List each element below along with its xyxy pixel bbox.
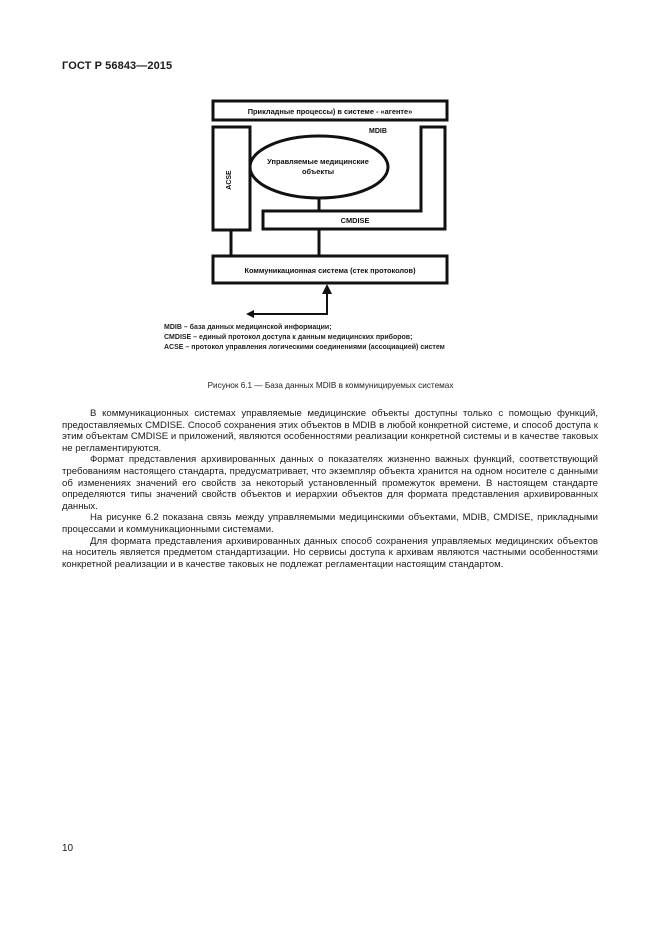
legend-item-acse: ACSE – протокол управления логическими соединениями (ассоциацией) систем [164, 344, 445, 351]
figure-caption: Рисунок 6.1 — База данных MDIB в коммуницируемых системах [207, 381, 454, 390]
document-header: ГОСТ Р 56843—2015 [62, 60, 173, 72]
paragraph: В коммуникационных системах управляемые медицинские объекты доступны только с помощью функций, предоставляемых CMDISE. Способ сохранения этих объектов в MDIB в любой конкретной системе, и способ доступа к этим объектам CMDISE и приложений, являются особенностями реализации конкретной системы и в качестве таковых не регламентируются. [62, 408, 598, 454]
arrow-up-icon [322, 284, 332, 294]
legend-item-cmdise: CMDISE – единый протокол доступа к данным медицинских приборов; [164, 334, 413, 341]
page-number: 10 [62, 843, 74, 854]
figure-legend [164, 323, 445, 353]
acse-label: ACSE [226, 170, 233, 190]
application-processes-label: Прикладные процессы) в системе - «агенте» [247, 107, 413, 116]
communication-system-label: Коммуникационная система (стек протоколов) [244, 266, 416, 275]
arrow-left-icon [246, 310, 254, 318]
body-text [62, 408, 598, 570]
paragraph: Формат представления архивированных данных о показателях жизненно важных функций, соответствующий требованиям настоящего стандарта, предусматривает, что экземпляр объекта хранится на одном носителе с данными об изменениях значений его свойств за некоторый установленный промежуток времени. В настоящем стандарте определяются типы значений свойств объектов и иерархии объектов для формата представления архивированных данных. [62, 454, 598, 512]
paragraph: На рисунке 6.2 показана связь между управляемыми медицинскими объектами, MDIB, CMDISE, прикладными процессами и коммуникационными системами. [62, 512, 598, 535]
managed-objects-label-line1: Управляемые медицинские [267, 157, 369, 166]
legend-item-mdib: MDIB – база данных медицинской информации; [164, 324, 332, 331]
network-link-line [252, 292, 327, 314]
managed-objects-label-line2: объекты [301, 167, 335, 176]
mdib-label: MDIB [369, 128, 387, 135]
cmdise-label: CMDISE [340, 216, 370, 225]
paragraph: Для формата представления архивированных данных способ сохранения управляемых медицинских объектов на носитель является предметом стандартизации. Но сервисы доступа к архивам являются частными особенностями конкретной реализации и в качестве таковых не подлежат регламентации настоящим стандартом. [62, 535, 598, 570]
